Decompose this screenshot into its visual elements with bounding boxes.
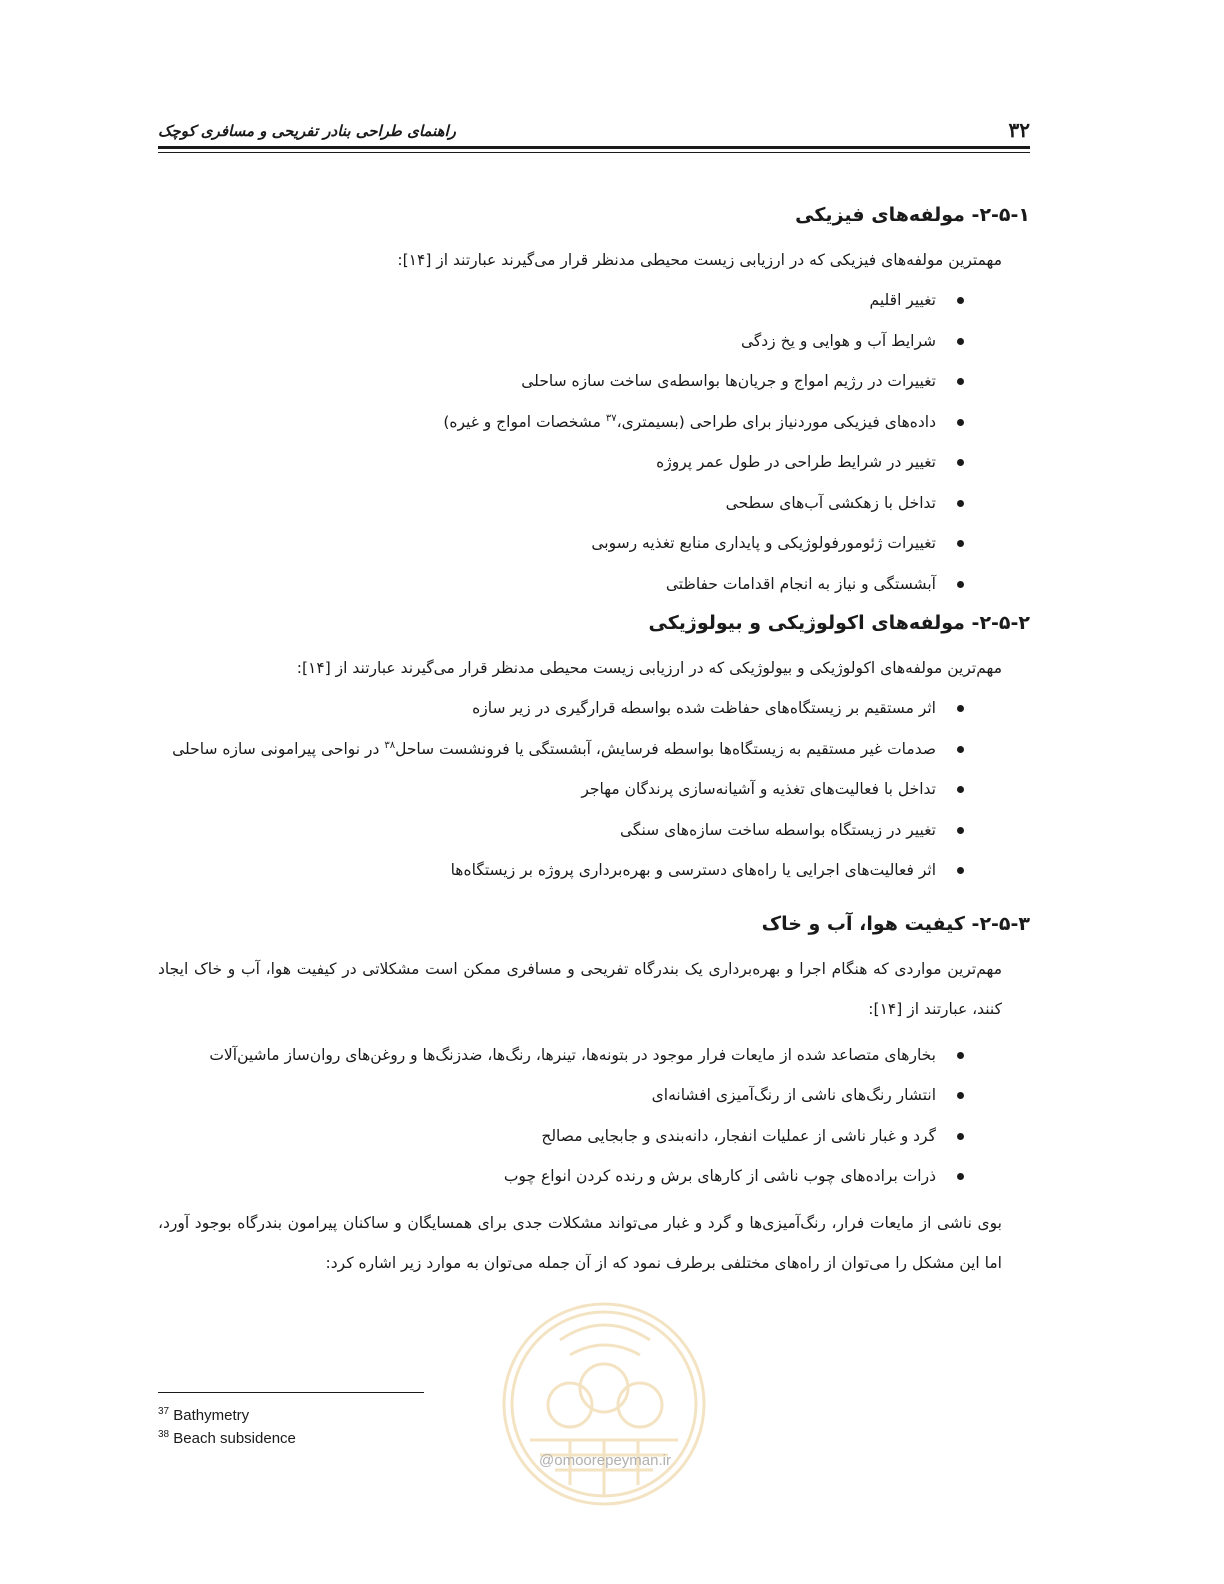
bullet-icon: [957, 459, 964, 466]
list-item: تداخل با فعالیت‌های تغذیه و آشیانه‌سازی پرندگان مهاجر: [158, 769, 1030, 810]
list-item: گرد و غبار ناشی از عملیات انفجار، دانه‌بندی و جابجایی مصالح: [158, 1116, 1030, 1157]
section-intro-air-water-soil: مهم‌ترین مواردی که هنگام اجرا و بهره‌برداری یک بندرگاه تفریحی و مسافری ممکن است مشکلاتی در کیفیت هوا، آب و خاک ایجاد کنند، عبارتند از [۱۴]:: [158, 959, 1002, 1018]
bullet-list-ecological: [158, 688, 1030, 891]
bullet-list-air-water-soil: [158, 1035, 1030, 1197]
list-item: آبشستگی و نیاز به انجام اقدامات حفاظتی: [158, 564, 1030, 605]
bullet-icon: [957, 297, 964, 304]
list-item: تغییرات در رژیم امواج و جریان‌ها بواسطه‌ی ساخت سازه ساحلی: [158, 361, 1030, 402]
footnote-rule: [158, 1392, 424, 1393]
list-item: اثر فعالیت‌های اجرایی یا راه‌های دسترسی و بهره‌برداری پروژه بر زیستگاه‌ها: [158, 850, 1030, 891]
bullet-icon: [957, 338, 964, 345]
list-item: تغییرات ژئومورفولوژیکی و پایداری منابع تغذیه رسوبی: [158, 523, 1030, 564]
running-title: راهنمای طراحی بنادر تفریحی و مسافری کوچک: [158, 122, 456, 140]
bullet-icon: [957, 540, 964, 547]
header-rule-thin: [158, 152, 1030, 153]
list-item: تغییر در زیستگاه بواسطه ساخت سازه‌های سنگی: [158, 810, 1030, 851]
list-item: انتشار رنگ‌های ناشی از رنگ‌آمیزی افشانه‌ای: [158, 1075, 1030, 1116]
list-item: داده‌های فیزیکی موردنیاز برای طراحی (بسیمتری،$^{۳۷}$ مشخصات امواج و غیره): [158, 402, 1030, 443]
list-item: تغییر در شرایط طراحی در طول عمر پروژه: [158, 442, 1030, 483]
closing-paragraph: بوی ناشی از مایعات فرار، رنگ‌آمیزی‌ها و گرد و غبار می‌تواند مشکلات جدی برای همسایگان و ساکنان پیرامون بندرگاه بوجود آورد، اما این مشکل را می‌توان از راه‌های مختلفی برطرف نمود که از آن جمله می‌توان به موارد زیر اشاره کرد:: [158, 1213, 1002, 1272]
footnotes: [158, 1404, 296, 1450]
list-item: تداخل با زهکشی آب‌های سطحی: [158, 483, 1030, 524]
bullet-icon: [957, 1052, 964, 1059]
bullet-icon: [957, 1092, 964, 1099]
bullet-icon: [957, 827, 964, 834]
footnote-ref: ۳۸: [384, 739, 396, 751]
bullet-icon: [957, 746, 964, 753]
bullet-icon: [957, 1133, 964, 1140]
list-item: ذرات براده‌های چوب ناشی از کارهای برش و رنده کردن انواع چوب: [158, 1156, 1030, 1197]
list-item: بخارهای متصاعد شده از مایعات فرار موجود در بتونه‌ها، تینرها، رنگ‌ها، ضدزنگ‌ها و روغن‌های روان‌ساز ماشین‌آلات: [158, 1035, 1030, 1076]
main-content: [158, 196, 1030, 1283]
bullet-icon: [957, 378, 964, 385]
bullet-icon: [957, 867, 964, 874]
section-heading-ecological: ۲-۵-۲- مولفه‌های اکولوژیکی و بیولوژیکی: [648, 612, 1030, 634]
section-heading-air-water-soil: ۲-۵-۳- کیفیت هوا، آب و خاک: [761, 912, 1030, 935]
bullet-icon: [957, 705, 964, 712]
bullet-icon: [957, 581, 964, 588]
watermark-seal-icon: [500, 1300, 708, 1508]
page-number: ۳۲: [1008, 118, 1030, 142]
list-item: اثر مستقیم بر زیستگاه‌های حفاظت شده بواسطه قرارگیری در زیر سازه: [158, 688, 1030, 729]
bullet-icon: [957, 1173, 964, 1180]
list-item: تغییر اقلیم: [158, 280, 1030, 321]
list-item: صدمات غیر مستقیم به زیستگاه‌ها بواسطه فرسایش، آبشستگی یا فرونشست ساحل$^{۳۸}$ در نواحی پیرامونی سازه ساحلی: [158, 729, 1030, 770]
bullet-icon: [957, 786, 964, 793]
bullet-icon: [957, 500, 964, 507]
bullet-icon: [957, 419, 964, 426]
section-heading-physical: ۲-۵-۱- مولفه‌های فیزیکی: [795, 204, 1030, 226]
section-intro-ecological: مهم‌ترین مولفه‌های اکولوژیکی و بیولوژیکی که در ارزیابی زیست محیطی مدنظر قرار می‌گیرند عبارتند از [۱۴]:: [296, 659, 1002, 677]
watermark-url: @omoorepeyman.ir: [539, 1452, 671, 1469]
footnote-38: $^{38}$ Beach subsidence: [158, 1429, 296, 1447]
list-item: شرایط آب و هوایی و یخ زدگی: [158, 321, 1030, 362]
header-rule-thick: [158, 146, 1030, 149]
section-intro-physical: مهمترین مولفه‌های فیزیکی که در ارزیابی زیست محیطی مدنظر قرار می‌گیرند عبارتند از [۱۴]:: [397, 251, 1002, 269]
footnote-ref: ۳۷: [605, 412, 617, 424]
bullet-list-physical: [158, 280, 1030, 604]
page-header: [158, 118, 1030, 146]
footnote-37: $^{37}$ Bathymetry: [158, 1406, 250, 1424]
